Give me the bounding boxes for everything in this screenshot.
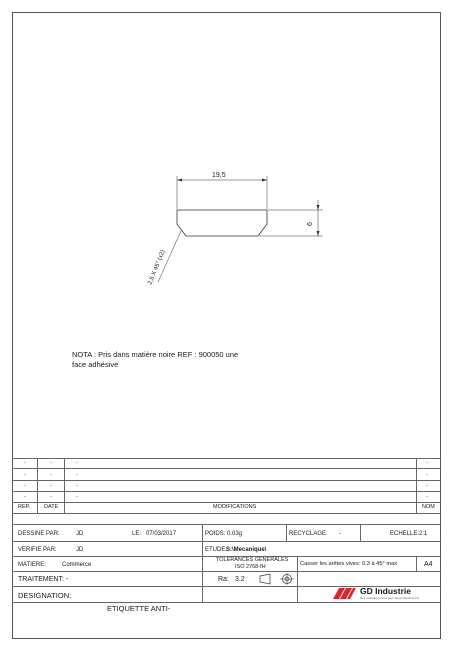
rev-col-line (37, 458, 38, 513)
format: A4 (424, 561, 433, 568)
rev-col-line (64, 458, 65, 513)
rev-nom: - (426, 460, 428, 466)
drawing-note (72, 350, 238, 370)
etude-label: ETUDE: (205, 547, 228, 553)
recyclage-value: - (339, 531, 341, 537)
rev-rep: - (24, 460, 26, 466)
le-value: 07/03/2017 (146, 531, 177, 537)
rev-date: - (50, 483, 52, 489)
title-line (12, 602, 441, 603)
rev-header-line (12, 513, 441, 514)
width-arrow-right (262, 179, 267, 182)
rev-modification: - (76, 483, 78, 489)
rev-header-rep: REP. (18, 504, 31, 510)
title-col-line (202, 524, 203, 602)
rev-line (12, 468, 441, 469)
height-arrow-bottom (317, 231, 320, 236)
matiere-label: MATIERE: (18, 562, 46, 568)
projection-symbol-icon (258, 573, 298, 585)
matiere-value: Commerce (62, 562, 92, 568)
title-col-line (286, 524, 287, 541)
dessine-par-label: DESSINE PAR: (18, 531, 60, 537)
company-name: GD Industrie (360, 586, 412, 596)
company-tagline: Des produits conçus pour les professionnels (360, 596, 419, 600)
rev-nom: - (426, 494, 428, 500)
casser-aretes: Casser les arêtes vives: 0.3 à 45° max (300, 561, 398, 567)
title-col-line (360, 524, 361, 541)
rev-header-modifications: MODIFICATIONS (213, 504, 257, 510)
width-dimension-text: 19,5 (212, 172, 226, 179)
rev-modification: - (76, 472, 78, 478)
title-line (12, 571, 441, 572)
rev-rep: - (24, 494, 26, 500)
title-col-line (416, 556, 417, 571)
rev-date: - (50, 494, 52, 500)
rev-line (12, 502, 441, 503)
note-line-2: face adhésive (72, 360, 119, 369)
rev-header-nom: NOM (422, 504, 435, 510)
le-label: LE: (132, 531, 142, 537)
height-arrow-top (317, 205, 320, 210)
height-dimension-text: 6 (307, 222, 314, 226)
rev-line (12, 491, 441, 492)
tolerances-line-1: TOLERANCES GENERALES (216, 557, 289, 563)
note-line-1: NOTA : Pris dans matière noire REF : 900050 une (72, 350, 239, 359)
poids: POIDS: 0.03g (205, 531, 243, 537)
rev-col-line (416, 458, 417, 513)
traitement: TRAITEMENT: - (18, 576, 69, 583)
dessine-par-value: JD (76, 531, 84, 537)
rev-rep: - (24, 483, 26, 489)
rev-header-date: DATE (44, 504, 59, 510)
ra-label: Ra: (218, 576, 229, 583)
recyclage-label: RECYCLAGE: (289, 531, 328, 537)
rev-nom: - (426, 472, 428, 478)
tolerances-line-2: ISO 2768-fH (235, 564, 266, 570)
title-line (12, 541, 441, 542)
part-outline (177, 210, 267, 236)
verifie-par-label: VERIFIE PAR: (18, 547, 57, 553)
rev-nom: - (426, 483, 428, 489)
width-arrow-left (177, 179, 182, 182)
ra-value: 3.2 (235, 576, 245, 583)
echelle: ECHELLE:2:1 (390, 531, 428, 537)
designation-label: DESIGNATION: (18, 591, 72, 600)
rev-date: - (50, 460, 52, 466)
rev-modification: - (76, 494, 78, 500)
rev-date: - (50, 472, 52, 478)
title-top-line (12, 524, 441, 525)
verifie-par-value: JD (76, 547, 84, 553)
etude-value: S:\Mecanique\ (226, 547, 267, 553)
designation-value: ETIQUETTE ANTI- (107, 604, 171, 613)
rev-rep: - (24, 472, 26, 478)
rev-modification: - (76, 460, 78, 466)
gd-logo-icon (331, 586, 357, 600)
rev-line (12, 480, 441, 481)
rev-top-line (12, 458, 441, 459)
chamfer-dimension-text: 2,5 X 45° (x2) (147, 249, 167, 286)
